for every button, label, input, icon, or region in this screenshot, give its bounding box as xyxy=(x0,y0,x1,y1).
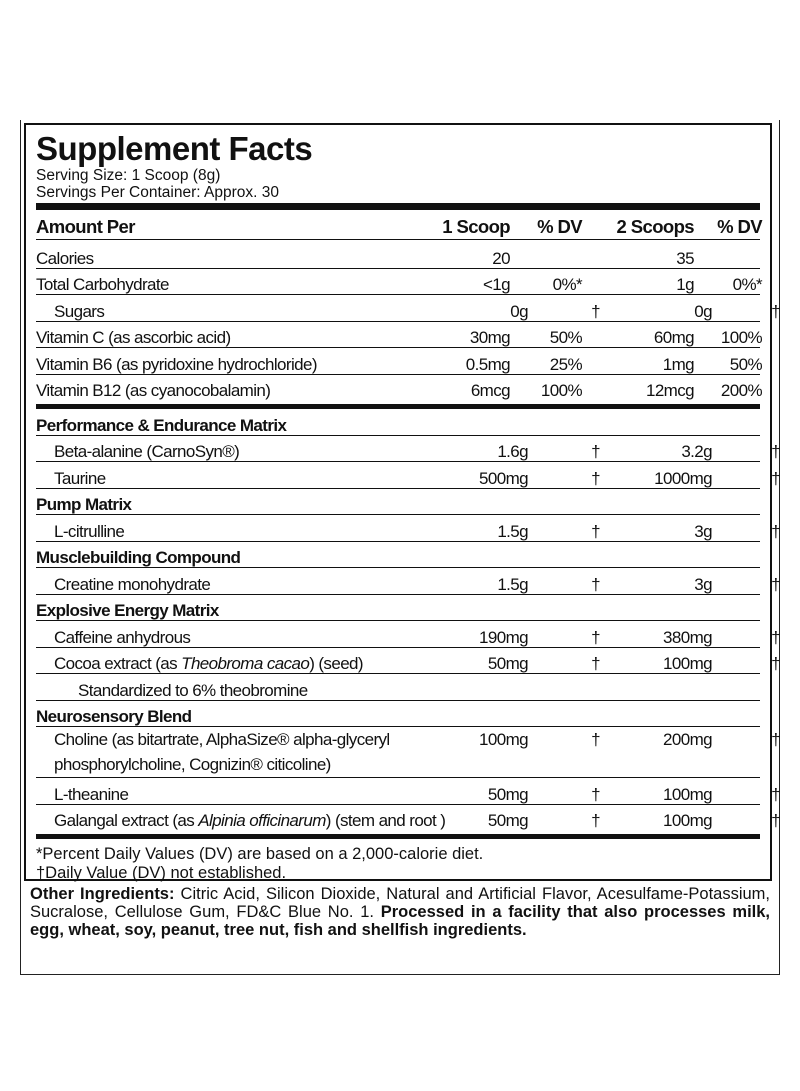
dv-1: † xyxy=(591,442,600,461)
name-part: ) (stem and root ) xyxy=(325,812,446,830)
dv-2: † xyxy=(771,730,780,749)
amount-1: 20 xyxy=(492,248,510,268)
choline-line-2: phosphorylcholine, Cognizin® citicoline) xyxy=(54,755,331,774)
amount-1: 30mg xyxy=(469,328,510,347)
nutrient-name: Total Carbohydrate xyxy=(36,276,169,294)
dv-2: † xyxy=(771,442,780,461)
row-l-theanine xyxy=(36,778,780,805)
name-part: Cocoa extract (as xyxy=(54,655,182,673)
header-amount-per: Amount Per xyxy=(36,218,135,236)
dv-2: † xyxy=(771,468,780,488)
nutrient-name: Vitamin B12 (as cyanocobalamin) xyxy=(36,382,271,400)
dv-2: † xyxy=(771,784,780,804)
dv-1: † xyxy=(591,521,600,541)
amount-1: 0g xyxy=(510,301,528,321)
amount-2: 3g xyxy=(694,521,712,541)
nutrient-name: Calories xyxy=(36,249,94,268)
dv-1: † xyxy=(591,784,600,804)
amount-1: 50mg xyxy=(487,811,528,830)
amount-2: 3g xyxy=(694,574,712,594)
other-ingredients-text: Citric Acid, Silicon Dioxide, Natural and Artificial Flavor, Acesulfame-Potassium, Sucralose, Cellulose Gum, FD&C Blue No. 1. xyxy=(30,885,770,921)
dv-2: † xyxy=(771,654,780,673)
dv-1: † xyxy=(591,468,600,488)
amount-1: 190mg xyxy=(479,627,528,647)
dv-2: † xyxy=(771,811,780,830)
dv-1: † xyxy=(591,627,600,647)
amount-1: 0.5mg xyxy=(465,354,510,374)
ingredient-name xyxy=(36,812,450,830)
dv-2: † xyxy=(771,301,780,321)
amount-2: 12mcg xyxy=(645,381,694,400)
header-dv-1: % DV xyxy=(537,216,582,237)
section-musclebuilding xyxy=(36,542,760,569)
supplement-facts-panel xyxy=(24,123,780,882)
row-calories xyxy=(36,242,760,269)
row-vitamin-b6 xyxy=(36,348,760,375)
ingredient-name: Creatine monohydrate xyxy=(54,575,211,594)
row-galangal xyxy=(36,805,780,835)
row-theobromine-note xyxy=(36,674,760,701)
section-energy xyxy=(36,595,760,622)
amount-2: 1000mg xyxy=(654,468,712,488)
row-vitamin-c xyxy=(36,322,760,349)
amount-1: 50mg xyxy=(487,654,528,673)
dv-1: 50% xyxy=(549,328,582,347)
row-total-carbohydrate xyxy=(36,269,760,296)
serving-size: Serving Size: 1 Scoop (8g) xyxy=(36,167,221,184)
choline-line-1: Choline (as bitartrate, AlphaSize® alpha-glyceryl xyxy=(54,730,390,749)
footnote-percent-dv: *Percent Daily Values (DV) are based on a 2,000-calorie diet. xyxy=(36,845,484,863)
amount-2: 100mg xyxy=(663,654,712,673)
name-part: ) (seed) xyxy=(309,655,363,673)
standardization-note: Standardized to 6% theobromine xyxy=(78,681,308,700)
other-ingredients-label: Other Ingredients: xyxy=(30,885,175,903)
row-taurine xyxy=(36,462,780,489)
dv-1: † xyxy=(591,574,600,594)
divider-thick xyxy=(36,834,760,839)
amount-1: 100mg xyxy=(479,730,528,749)
amount-2: 200mg xyxy=(663,730,712,749)
servings-per-container: Servings Per Container: Approx. 30 xyxy=(36,184,279,201)
amount-2: 380mg xyxy=(663,627,712,647)
dv-1: 25% xyxy=(549,354,582,374)
header-2-scoops: 2 Scoops xyxy=(616,216,694,237)
dv-2: 200% xyxy=(720,381,762,400)
amount-2: 35 xyxy=(676,248,694,268)
dv-1: † xyxy=(591,301,600,321)
dv-2: 0%* xyxy=(732,275,762,294)
row-creatine xyxy=(36,568,780,595)
row-beta-alanine xyxy=(36,436,780,463)
dv-2: † xyxy=(771,627,780,647)
header-1-scoop: 1 Scoop xyxy=(442,216,510,237)
dv-2: † xyxy=(771,521,780,541)
latin-name: Alpinia officinarum xyxy=(198,812,326,830)
amount-2: 1g xyxy=(676,275,694,294)
footnote-dv-not-established: †Daily Value (DV) not established. xyxy=(36,864,287,882)
divider-thick xyxy=(36,203,760,210)
other-ingredients xyxy=(30,885,770,939)
amount-1: 1.5g xyxy=(497,521,528,541)
row-choline xyxy=(36,727,780,778)
ingredient-name xyxy=(36,655,450,673)
dv-2: 100% xyxy=(720,328,762,347)
section-title: Neurosensory Blend xyxy=(36,708,192,726)
section-title: Musclebuilding Compound xyxy=(36,549,241,567)
row-vitamin-b12 xyxy=(36,375,760,405)
name-part: Galangal extract (as xyxy=(54,812,199,830)
amount-2: 60mg xyxy=(653,328,694,347)
dv-2: 50% xyxy=(729,354,762,374)
nutrient-name: Vitamin C (as ascorbic acid) xyxy=(36,329,231,347)
ingredient-name: L-citrulline xyxy=(54,522,125,541)
row-l-citrulline xyxy=(36,515,780,542)
section-performance xyxy=(36,409,760,436)
amount-1: 1.6g xyxy=(497,442,528,461)
ingredient-name: Beta-alanine (CarnoSyn®) xyxy=(54,443,240,461)
dv-1: 100% xyxy=(540,381,582,400)
nutrient-name: Vitamin B6 (as pyridoxine hydrochloride) xyxy=(36,355,317,374)
amount-2: 100mg xyxy=(663,811,712,830)
section-title: Pump Matrix xyxy=(36,496,132,514)
row-caffeine xyxy=(36,621,780,648)
ingredient-name xyxy=(36,727,450,777)
amount-1: 500mg xyxy=(479,468,528,488)
dv-1: † xyxy=(591,654,600,673)
amount-1: <1g xyxy=(482,275,510,294)
amount-2: 3.2g xyxy=(681,442,712,461)
panel-title: Supplement Facts xyxy=(36,130,313,167)
amount-1: 1.5g xyxy=(497,574,528,594)
section-title: Explosive Energy Matrix xyxy=(36,602,219,620)
header-dv-2: % DV xyxy=(717,216,762,237)
amount-2: 1mg xyxy=(662,354,694,374)
dv-2: † xyxy=(771,574,780,594)
allergen-warning: Processed in a facility that also processes milk, egg, wheat, soy, peanut, tree nut, fish and shellfish ingredients. xyxy=(30,903,770,939)
dv-1: 0%* xyxy=(552,275,582,294)
ingredient-name: L-theanine xyxy=(54,785,129,804)
amount-2: 0g xyxy=(694,301,712,321)
column-header-row xyxy=(36,210,760,240)
section-neurosensory xyxy=(36,701,760,728)
amount-1: 6mcg xyxy=(470,381,510,400)
amount-1: 50mg xyxy=(487,784,528,804)
dv-1: † xyxy=(591,811,600,830)
dv-1: † xyxy=(591,730,600,749)
ingredient-name: Taurine xyxy=(54,469,106,488)
latin-name: Theobroma cacao xyxy=(181,655,310,673)
amount-2: 100mg xyxy=(663,784,712,804)
row-sugars xyxy=(36,295,780,322)
nutrient-name: Sugars xyxy=(54,302,105,321)
ingredient-name: Caffeine anhydrous xyxy=(54,628,191,647)
section-pump xyxy=(36,489,760,516)
row-cocoa-extract xyxy=(36,648,780,675)
section-title: Performance & Endurance Matrix xyxy=(36,416,287,435)
